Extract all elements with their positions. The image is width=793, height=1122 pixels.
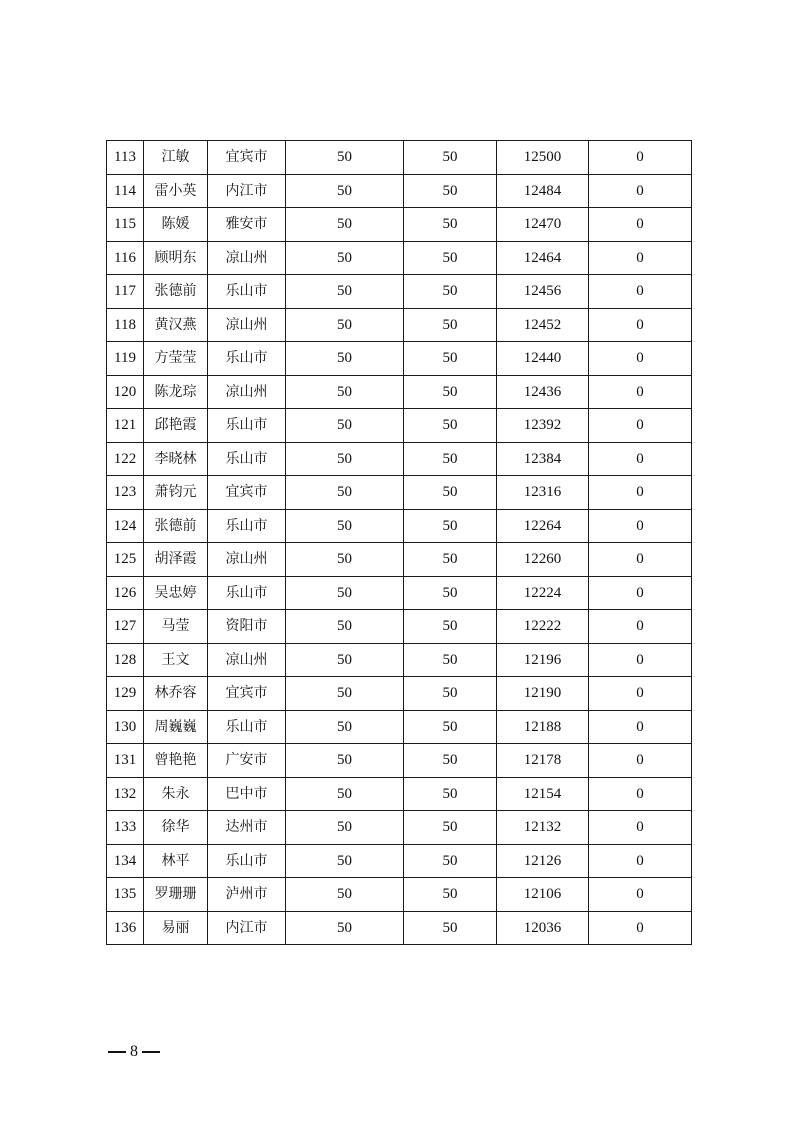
cell-last: 0 <box>589 811 692 845</box>
cell-name: 林平 <box>144 844 208 878</box>
cell-total: 12470 <box>497 208 589 242</box>
cell-total: 12484 <box>497 174 589 208</box>
cell-name: 曾艳艳 <box>144 744 208 778</box>
cell-name: 易丽 <box>144 911 208 945</box>
cell-city: 凉山州 <box>208 308 286 342</box>
cell-rank: 119 <box>107 342 144 376</box>
cell-score-b: 50 <box>404 811 497 845</box>
cell-name: 萧钧元 <box>144 476 208 510</box>
cell-score-b: 50 <box>404 342 497 376</box>
cell-city: 乐山市 <box>208 844 286 878</box>
cell-total: 12196 <box>497 643 589 677</box>
cell-city: 乐山市 <box>208 576 286 610</box>
cell-rank: 124 <box>107 509 144 543</box>
cell-city: 泸州市 <box>208 878 286 912</box>
cell-score-a: 50 <box>286 610 404 644</box>
cell-rank: 128 <box>107 643 144 677</box>
cell-last: 0 <box>589 610 692 644</box>
cell-city: 内江市 <box>208 174 286 208</box>
cell-rank: 122 <box>107 442 144 476</box>
cell-city: 乐山市 <box>208 275 286 309</box>
cell-score-a: 50 <box>286 911 404 945</box>
cell-score-b: 50 <box>404 375 497 409</box>
cell-rank: 123 <box>107 476 144 510</box>
cell-last: 0 <box>589 375 692 409</box>
cell-total: 12126 <box>497 844 589 878</box>
cell-last: 0 <box>589 844 692 878</box>
cell-last: 0 <box>589 275 692 309</box>
cell-score-a: 50 <box>286 141 404 175</box>
cell-city: 乐山市 <box>208 409 286 443</box>
table-row <box>107 141 692 175</box>
cell-total: 12190 <box>497 677 589 711</box>
table-row <box>107 275 692 309</box>
cell-total: 12222 <box>497 610 589 644</box>
cell-city: 巴中市 <box>208 777 286 811</box>
cell-rank: 121 <box>107 409 144 443</box>
cell-name: 朱永 <box>144 777 208 811</box>
cell-last: 0 <box>589 208 692 242</box>
cell-city: 达州市 <box>208 811 286 845</box>
cell-rank: 114 <box>107 174 144 208</box>
cell-score-a: 50 <box>286 208 404 242</box>
table-row <box>107 442 692 476</box>
cell-total: 12106 <box>497 878 589 912</box>
cell-total: 12132 <box>497 811 589 845</box>
cell-score-a: 50 <box>286 174 404 208</box>
cell-total: 12260 <box>497 543 589 577</box>
cell-score-a: 50 <box>286 476 404 510</box>
cell-rank: 115 <box>107 208 144 242</box>
cell-total: 12178 <box>497 744 589 778</box>
cell-city: 凉山州 <box>208 643 286 677</box>
cell-name: 罗珊珊 <box>144 878 208 912</box>
cell-score-a: 50 <box>286 509 404 543</box>
page-footer <box>108 1043 160 1061</box>
cell-last: 0 <box>589 543 692 577</box>
cell-rank: 118 <box>107 308 144 342</box>
cell-score-b: 50 <box>404 911 497 945</box>
cell-score-b: 50 <box>404 878 497 912</box>
table-row <box>107 677 692 711</box>
cell-last: 0 <box>589 141 692 175</box>
cell-last: 0 <box>589 308 692 342</box>
cell-name: 张德前 <box>144 275 208 309</box>
table-row <box>107 744 692 778</box>
cell-last: 0 <box>589 241 692 275</box>
cell-score-a: 50 <box>286 442 404 476</box>
cell-score-a: 50 <box>286 543 404 577</box>
cell-total: 12384 <box>497 442 589 476</box>
cell-last: 0 <box>589 677 692 711</box>
table-row <box>107 777 692 811</box>
cell-score-b: 50 <box>404 275 497 309</box>
cell-city: 内江市 <box>208 911 286 945</box>
cell-rank: 136 <box>107 911 144 945</box>
cell-score-b: 50 <box>404 308 497 342</box>
cell-name: 林乔容 <box>144 677 208 711</box>
cell-score-a: 50 <box>286 777 404 811</box>
table-row <box>107 844 692 878</box>
cell-total: 12464 <box>497 241 589 275</box>
cell-score-a: 50 <box>286 375 404 409</box>
cell-total: 12154 <box>497 777 589 811</box>
table-row <box>107 543 692 577</box>
table-row <box>107 710 692 744</box>
cell-rank: 129 <box>107 677 144 711</box>
cell-score-b: 50 <box>404 710 497 744</box>
cell-name: 张德前 <box>144 509 208 543</box>
cell-total: 12188 <box>497 710 589 744</box>
cell-score-a: 50 <box>286 811 404 845</box>
cell-name: 周巍巍 <box>144 710 208 744</box>
cell-score-a: 50 <box>286 844 404 878</box>
cell-score-b: 50 <box>404 576 497 610</box>
cell-score-b: 50 <box>404 610 497 644</box>
table-row <box>107 174 692 208</box>
cell-city: 凉山州 <box>208 375 286 409</box>
cell-score-b: 50 <box>404 174 497 208</box>
cell-score-b: 50 <box>404 777 497 811</box>
cell-name: 陈媛 <box>144 208 208 242</box>
cell-name: 马莹 <box>144 610 208 644</box>
table-row <box>107 476 692 510</box>
cell-total: 12456 <box>497 275 589 309</box>
cell-last: 0 <box>589 442 692 476</box>
cell-last: 0 <box>589 576 692 610</box>
table-row <box>107 208 692 242</box>
cell-rank: 130 <box>107 710 144 744</box>
roster-table-body <box>107 141 692 945</box>
cell-last: 0 <box>589 174 692 208</box>
table-row <box>107 576 692 610</box>
cell-score-b: 50 <box>404 677 497 711</box>
cell-city: 广安市 <box>208 744 286 778</box>
cell-score-a: 50 <box>286 275 404 309</box>
cell-city: 乐山市 <box>208 710 286 744</box>
footer-dash-left <box>108 1051 126 1052</box>
cell-total: 12264 <box>497 509 589 543</box>
table-row <box>107 911 692 945</box>
cell-city: 宜宾市 <box>208 476 286 510</box>
cell-city: 资阳市 <box>208 610 286 644</box>
cell-score-a: 50 <box>286 342 404 376</box>
cell-total: 12500 <box>497 141 589 175</box>
cell-score-b: 50 <box>404 744 497 778</box>
cell-score-a: 50 <box>286 643 404 677</box>
cell-city: 凉山州 <box>208 241 286 275</box>
cell-score-b: 50 <box>404 476 497 510</box>
cell-last: 0 <box>589 710 692 744</box>
cell-city: 凉山州 <box>208 543 286 577</box>
cell-score-a: 50 <box>286 241 404 275</box>
cell-score-b: 50 <box>404 409 497 443</box>
table-row <box>107 878 692 912</box>
cell-name: 吴忠婷 <box>144 576 208 610</box>
table-row <box>107 342 692 376</box>
cell-rank: 134 <box>107 844 144 878</box>
cell-score-a: 50 <box>286 308 404 342</box>
cell-name: 陈龙琮 <box>144 375 208 409</box>
cell-name: 江敏 <box>144 141 208 175</box>
cell-city: 雅安市 <box>208 208 286 242</box>
table-row <box>107 643 692 677</box>
cell-last: 0 <box>589 476 692 510</box>
cell-name: 雷小英 <box>144 174 208 208</box>
cell-rank: 131 <box>107 744 144 778</box>
cell-last: 0 <box>589 744 692 778</box>
cell-score-b: 50 <box>404 241 497 275</box>
table-row <box>107 409 692 443</box>
cell-name: 徐华 <box>144 811 208 845</box>
cell-last: 0 <box>589 409 692 443</box>
cell-city: 乐山市 <box>208 442 286 476</box>
cell-rank: 125 <box>107 543 144 577</box>
cell-score-a: 50 <box>286 409 404 443</box>
cell-score-b: 50 <box>404 442 497 476</box>
cell-rank: 132 <box>107 777 144 811</box>
cell-city: 乐山市 <box>208 342 286 376</box>
cell-score-b: 50 <box>404 141 497 175</box>
cell-rank: 133 <box>107 811 144 845</box>
table-row <box>107 610 692 644</box>
table-row <box>107 375 692 409</box>
cell-last: 0 <box>589 643 692 677</box>
cell-name: 方莹莹 <box>144 342 208 376</box>
cell-last: 0 <box>589 777 692 811</box>
table-row <box>107 509 692 543</box>
table-row <box>107 241 692 275</box>
cell-score-b: 50 <box>404 509 497 543</box>
cell-rank: 120 <box>107 375 144 409</box>
cell-score-b: 50 <box>404 844 497 878</box>
cell-city: 乐山市 <box>208 509 286 543</box>
cell-total: 12316 <box>497 476 589 510</box>
cell-score-b: 50 <box>404 208 497 242</box>
cell-name: 李晓林 <box>144 442 208 476</box>
cell-rank: 116 <box>107 241 144 275</box>
cell-score-b: 50 <box>404 643 497 677</box>
cell-last: 0 <box>589 342 692 376</box>
cell-score-a: 50 <box>286 710 404 744</box>
cell-total: 12452 <box>497 308 589 342</box>
cell-rank: 127 <box>107 610 144 644</box>
roster-table <box>106 140 692 945</box>
footer-dash-right <box>142 1051 160 1052</box>
cell-score-a: 50 <box>286 744 404 778</box>
cell-name: 顾明东 <box>144 241 208 275</box>
cell-total: 12440 <box>497 342 589 376</box>
cell-total: 12436 <box>497 375 589 409</box>
cell-rank: 117 <box>107 275 144 309</box>
cell-name: 邱艳霞 <box>144 409 208 443</box>
cell-total: 12036 <box>497 911 589 945</box>
cell-total: 12392 <box>497 409 589 443</box>
cell-last: 0 <box>589 911 692 945</box>
cell-last: 0 <box>589 509 692 543</box>
cell-city: 宜宾市 <box>208 677 286 711</box>
cell-name: 黄汉燕 <box>144 308 208 342</box>
cell-total: 12224 <box>497 576 589 610</box>
cell-last: 0 <box>589 878 692 912</box>
cell-score-a: 50 <box>286 677 404 711</box>
table-row <box>107 308 692 342</box>
cell-name: 胡泽霞 <box>144 543 208 577</box>
page-number: 8 <box>130 1043 138 1060</box>
table-row <box>107 811 692 845</box>
cell-rank: 135 <box>107 878 144 912</box>
cell-city: 宜宾市 <box>208 141 286 175</box>
cell-rank: 113 <box>107 141 144 175</box>
cell-name: 王文 <box>144 643 208 677</box>
cell-score-b: 50 <box>404 543 497 577</box>
cell-rank: 126 <box>107 576 144 610</box>
cell-score-a: 50 <box>286 576 404 610</box>
cell-score-a: 50 <box>286 878 404 912</box>
